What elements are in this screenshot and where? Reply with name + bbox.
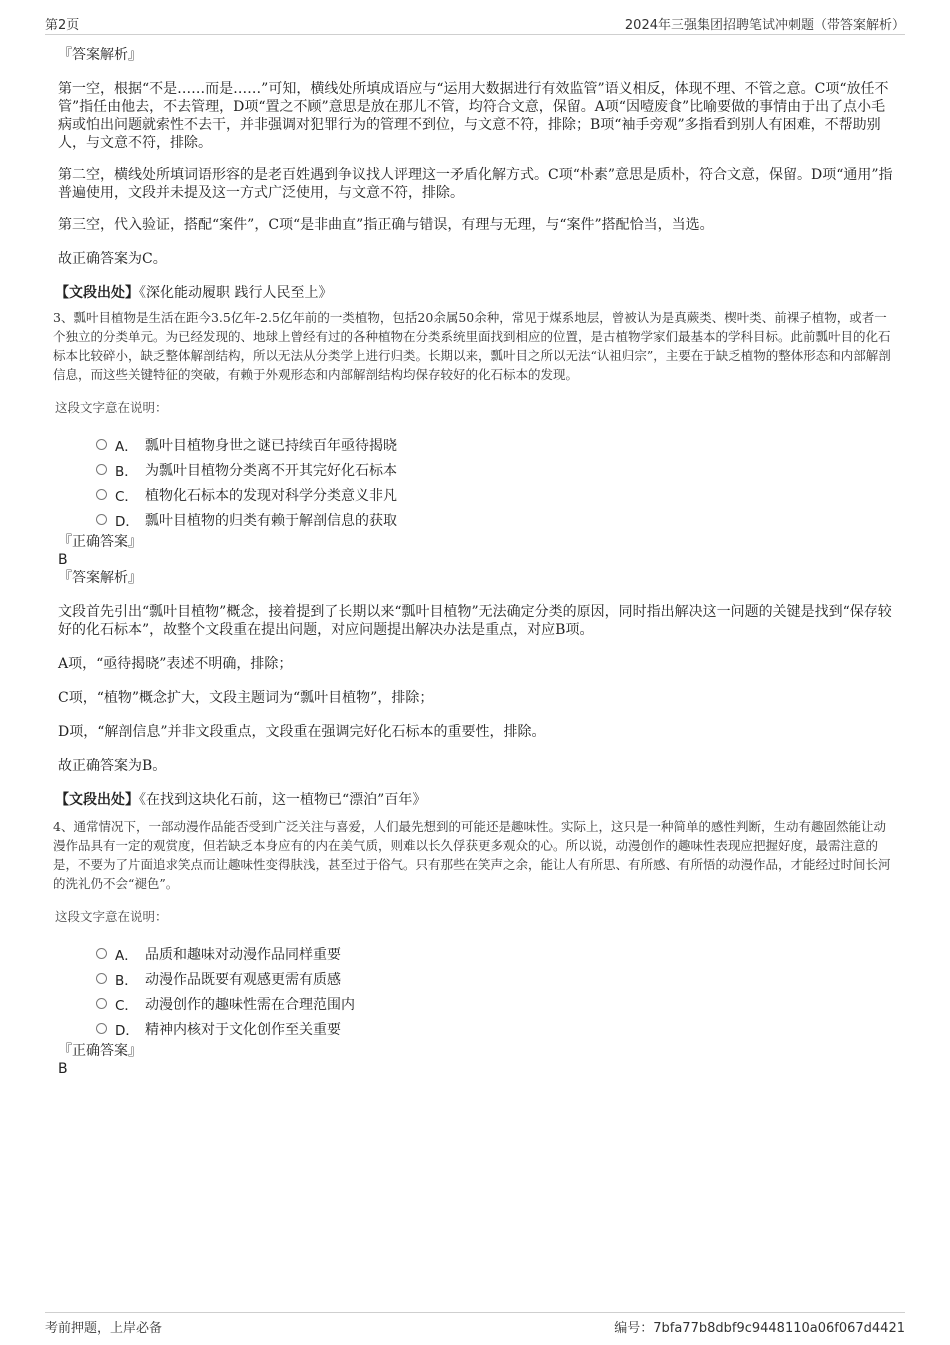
option-letter: B． [115, 973, 138, 989]
option-3c[interactable] [95, 482, 897, 507]
footer-slogan: 考前押题，上岸必备 [45, 1321, 163, 1336]
radio-button[interactable] [96, 973, 107, 984]
source-tag: 【文段出处】 [55, 285, 139, 301]
page-number: 第2页 [45, 18, 80, 33]
answer-conclusion: 故正确答案为B。 [58, 758, 167, 774]
option-text: 精神内核对于文化创作至关重要 [145, 1022, 341, 1038]
option-letter: D． [115, 514, 139, 530]
answer-conclusion: 故正确答案为C。 [58, 251, 167, 267]
radio-button[interactable] [96, 514, 107, 525]
analysis-label: 『答案解析』 [58, 570, 142, 586]
question-stem-4: 4、通常情况下，一部动漫作品能否受到广泛关注与喜爱，人们最先想到的可能还是趣味性。实际上，这只是一种简单的感性判断，生动有趣固然能让动漫作品具有一定的观赏度，但若缺乏本身应有的内在美气质，则难以长久俘获更多观众的心。所以说，动漫创作的趣味性表现应把握好度，最需注意的是，不要为了片面追求笑点而让趣味性变得肤浅，甚至过于俗气。只有那些在笑声之余，能让人有所思、有所感、有所悟的动漫作品，才能经过时间长河的洗礼仍不会“褪色”。 [53, 819, 891, 891]
analysis-paragraph: 文段首先引出“瓢叶目植物”概念，接着提到了长期以来“瓢叶目植物”无法确定分类的原因，同时指出解决这一问题的关键是找到“保存较好的化石标本”，故整个文段重在提出问题，对应问题提出解决办法是重点，对应B项。 [58, 604, 892, 638]
analysis-paragraph: A项，“亟待揭晓”表述不明确，排除； [58, 656, 293, 672]
analysis-paragraph: D项，“解剖信息”并非文段重点，文段重在强调完好化石标本的重要性，排除。 [58, 724, 546, 740]
radio-button[interactable] [96, 439, 107, 450]
option-letter: D． [115, 1023, 139, 1039]
option-letter: B． [115, 464, 138, 480]
source-line [55, 791, 897, 809]
option-4d[interactable] [95, 1016, 897, 1041]
option-4b[interactable] [95, 966, 897, 991]
option-3a[interactable] [95, 432, 897, 457]
option-text: 瓢叶目植物的归类有赖于解剖信息的获取 [145, 513, 397, 529]
document-title: 2024年三强集团招聘笔试冲刺题（带答案解析） [624, 18, 905, 33]
options-3 [55, 432, 897, 532]
option-text: 为瓢叶目植物分类离不开其完好化石标本 [145, 463, 397, 479]
radio-button[interactable] [96, 1023, 107, 1034]
option-4c[interactable] [95, 991, 897, 1016]
option-4a[interactable] [95, 941, 897, 966]
analysis-paragraph: 第二空，横线处所填词语形容的是老百姓遇到争议找人评理这一矛盾化解方式。C项“朴素”意思是质朴，符合文意，保留。D项“通用”指普遍使用，文段并未提及这一方式广泛使用，与文意不符，排除。 [58, 167, 893, 201]
option-letter: A． [115, 439, 138, 455]
radio-button[interactable] [96, 998, 107, 1009]
source-title: 《在找到这块化石前，这一植物已“漂泊”百年》 [139, 792, 427, 808]
option-letter: C． [115, 998, 138, 1014]
correct-answer-value: B [58, 1061, 68, 1077]
page-content [55, 46, 897, 1078]
source-tag: 【文段出处】 [55, 792, 139, 808]
page-header [45, 12, 905, 35]
option-text: 品质和趣味对动漫作品同样重要 [145, 947, 341, 963]
option-letter: C． [115, 489, 138, 505]
option-text: 动漫作品既要有观感更需有质感 [145, 972, 341, 988]
correct-answer-label: 『正确答案』 [58, 534, 142, 550]
analysis-label: 『答案解析』 [58, 47, 142, 63]
radio-button[interactable] [96, 948, 107, 959]
radio-button[interactable] [96, 464, 107, 475]
analysis-paragraph: C项，“植物”概念扩大，文段主题词为“瓢叶目植物”，排除； [58, 690, 434, 706]
question-prompt-3: 这段文字意在说明： [55, 400, 168, 415]
option-3b[interactable] [95, 457, 897, 482]
option-text: 动漫创作的趣味性需在合理范围内 [145, 997, 355, 1013]
source-title: 《深化能动履职 践行人民至上》 [139, 285, 333, 301]
option-3d[interactable] [95, 507, 897, 532]
option-text: 植物化石标本的发现对科学分类意义非凡 [145, 488, 397, 504]
document-serial: 编号：7bfa77b8dbf9c9448110a06f067d4421 [614, 1321, 905, 1336]
analysis-paragraph: 第一空，根据“不是……而是……”可知，横线处所填成语应与“运用大数据进行有效监管”语义相反，体现不理、不管之意。C项“放任不管”指任由他去，不去管理，D项“置之不顾”意思是放在那儿不管，均符合文意，保留。A项“因噎废食”比喻要做的事情由于出了点小毛病或怕出问题就索性不去干，并非强调对犯罪行为的管理不到位，与文意不符，排除；B项“袖手旁观”多指看到别人有困难，不帮助别人，与文意不符，排除。 [58, 81, 889, 151]
page-footer [45, 1312, 905, 1337]
option-text: 瓢叶目植物身世之谜已持续百年亟待揭晓 [145, 438, 397, 454]
option-letter: A． [115, 948, 138, 964]
radio-button[interactable] [96, 489, 107, 500]
correct-answer-label: 『正确答案』 [58, 1043, 142, 1059]
question-stem-3: 3、瓢叶目植物是生活在距今3.5亿年-2.5亿年前的一类植物，包括20余属50余种，常见于煤系地层，曾被认为是真蕨类、楔叶类、前裸子植物，或者一个独立的分类单元。为已经发现的、地球上曾经有过的各种植物在分类系统里面找到相应的位置，是古植物学家们最基本的学科目标。此前瓢叶目的化石标本比较碎小，缺乏整体解剖结构，所以无法从分类学上进行归类。长期以来，瓢叶目之所以无法“认祖归宗”，主要在于缺乏植物的整体形态和内部解剖信息，而这些关键特征的突破，有赖于外观形态和内部解剖结构均保存较好的化石标本的发现。 [53, 310, 891, 382]
analysis-paragraph: 第三空，代入验证，搭配“案件”，C项“是非曲直”指正确与错误，有理与无理，与“案件”搭配恰当，当选。 [58, 217, 714, 233]
correct-answer-value: B [58, 552, 68, 568]
question-prompt-4: 这段文字意在说明： [55, 909, 168, 924]
options-4 [55, 941, 897, 1041]
source-line [55, 284, 897, 302]
